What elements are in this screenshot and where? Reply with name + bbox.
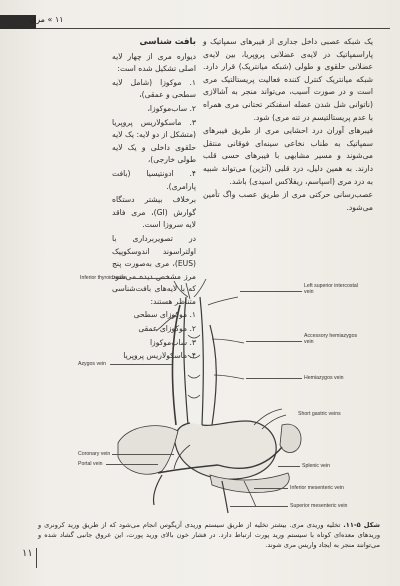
eus-item: ۱. موکوزای سطحی <box>133 310 196 320</box>
page-number: ۱۱ <box>22 548 33 559</box>
eus-item: ۲. موکوزای عمقی <box>138 324 196 334</box>
header-rule <box>36 28 390 29</box>
leader-line <box>110 364 172 365</box>
figure-caption <box>38 520 380 550</box>
right-column <box>203 36 373 215</box>
layer-item: ۲. ساب‌موکوزا، <box>147 103 196 113</box>
leader-line <box>112 454 174 455</box>
leader-line <box>246 341 302 342</box>
label-coronary-vein: Coronary vein <box>78 451 111 457</box>
label-splenic-vein: Splenic vein <box>302 463 330 469</box>
esophagus-vein-illustration <box>78 275 378 515</box>
label-azygos-vein: Azygos vein <box>78 361 106 367</box>
label-superior-mesenteric-vein: Superior mesenteric vein <box>290 503 348 509</box>
paragraph-afferent: فیبرهای آوران درد احشایی مری از طریق فیبرهای سمپاتیک به طناب نخاعی سینه‌ای فوقانی منتقل می‌شوند و مسیر مشابهی با فیبرهای حسی قلب دارند. به همین دلیل، درد قلبی (آنژین) می‌تواند شبیه به درد مری (اسپاسم، ریفلاکس اسیدی) باشد. <box>203 126 373 186</box>
eus-item: ۴. ماسکولاریس پروپریا <box>123 351 196 361</box>
footer-rule <box>36 548 37 568</box>
running-title: ۱۱ » مری <box>30 15 64 24</box>
layer-item: ۱. موکوزا (شامل لایه سطحی و عمقی)، <box>112 77 196 100</box>
leader-line <box>246 378 302 379</box>
leader-line <box>230 506 288 507</box>
label-hemiazygos-vein: Hemiazygos vein <box>304 375 344 381</box>
leader-line <box>240 291 302 292</box>
paragraph-plexus: یک شبکه عصبی داخل جداری از فیبرهای سمپاتیک و پاراسمپاتیک در لایه‌ی عضلانی پروپریا، بین لایه‌ی عضلانی حلقوی و طولی (شبکه میانتریک) قرار دارد. شبکه میانتریک کنترل کننده فعالیت پریستالتیک مری است و در صورت آسیب، می‌تواند منجر به آشالازی (ناتوانی شل شدن عضله اسفنکتر تحتانی مری همراه با عدم پریستالتیسم در تنه مری) شود. <box>203 37 373 122</box>
layer-item: ۳. ماسکولاریس پروپریا (متشکل از دو لایه: یک لایه حلقوی داخلی و یک لایه طولی خارجی)، <box>112 117 196 165</box>
leader-line <box>254 488 288 489</box>
eus-intro: در تصویربرداری با اولتراسوند اندوسکوپیک (EUS)، مری به‌صورت پنج مرز مشخص دیده می‌شود که با لایه‌های بافت‌شناسی متناظر هستند: <box>112 233 196 306</box>
leader-line <box>106 464 158 465</box>
section-title-histology: بافت شناسی <box>139 37 196 47</box>
paragraph-motor: عصب‌رسانی حرکتی مری از طریق عصب واگ تأمین می‌شود. <box>203 190 373 212</box>
label-short-gastric-veins: Short gastric veins <box>298 411 341 417</box>
leader-line <box>278 466 300 467</box>
caption-label: شکل ۵-۱۱. <box>343 521 380 529</box>
histology-intro: دیواره مری از چهار لایه اصلی تشکیل شده است: <box>112 51 196 74</box>
eus-item: ۳. ساب‌موکوزا <box>149 337 196 347</box>
label-inferior-thyroid-veins: Inferior thyroid veins <box>80 275 127 281</box>
venous-drainage-figure <box>78 275 378 515</box>
caption-text: تخلیه وریدی مری. بیشتر تخلیه از طریق سیستم وریدی آزیگوس انجام می‌شود که از طریق ورید کرونری و وریدهای معده‌ای کوتاه با سیستم ورید پورت ارتباط دارد. در فشار خون بالای ورید پورت، این عروق جانبی گشاد شده و می‌توانند منجر به ایجاد واریس مری شوند. <box>38 521 380 549</box>
serosa-note: برخلاف بیشتر دستگاه گوارش (GI)، مری فاقد لایه سروزا است. <box>112 195 196 230</box>
label-inferior-mesenteric-vein: Inferior mesenteric vein <box>290 485 344 491</box>
label-left-superior-intercostal-vein: Left superior intercostal vein <box>304 283 358 295</box>
label-accessory-hemiazygos-vein: Accessory hemiazygos vein <box>304 333 358 345</box>
leader-line <box>134 278 178 279</box>
label-portal-vein: Portal vein <box>78 461 103 467</box>
layer-item: ۴. ادونتیسیا (بافت پارامری). <box>112 168 196 191</box>
